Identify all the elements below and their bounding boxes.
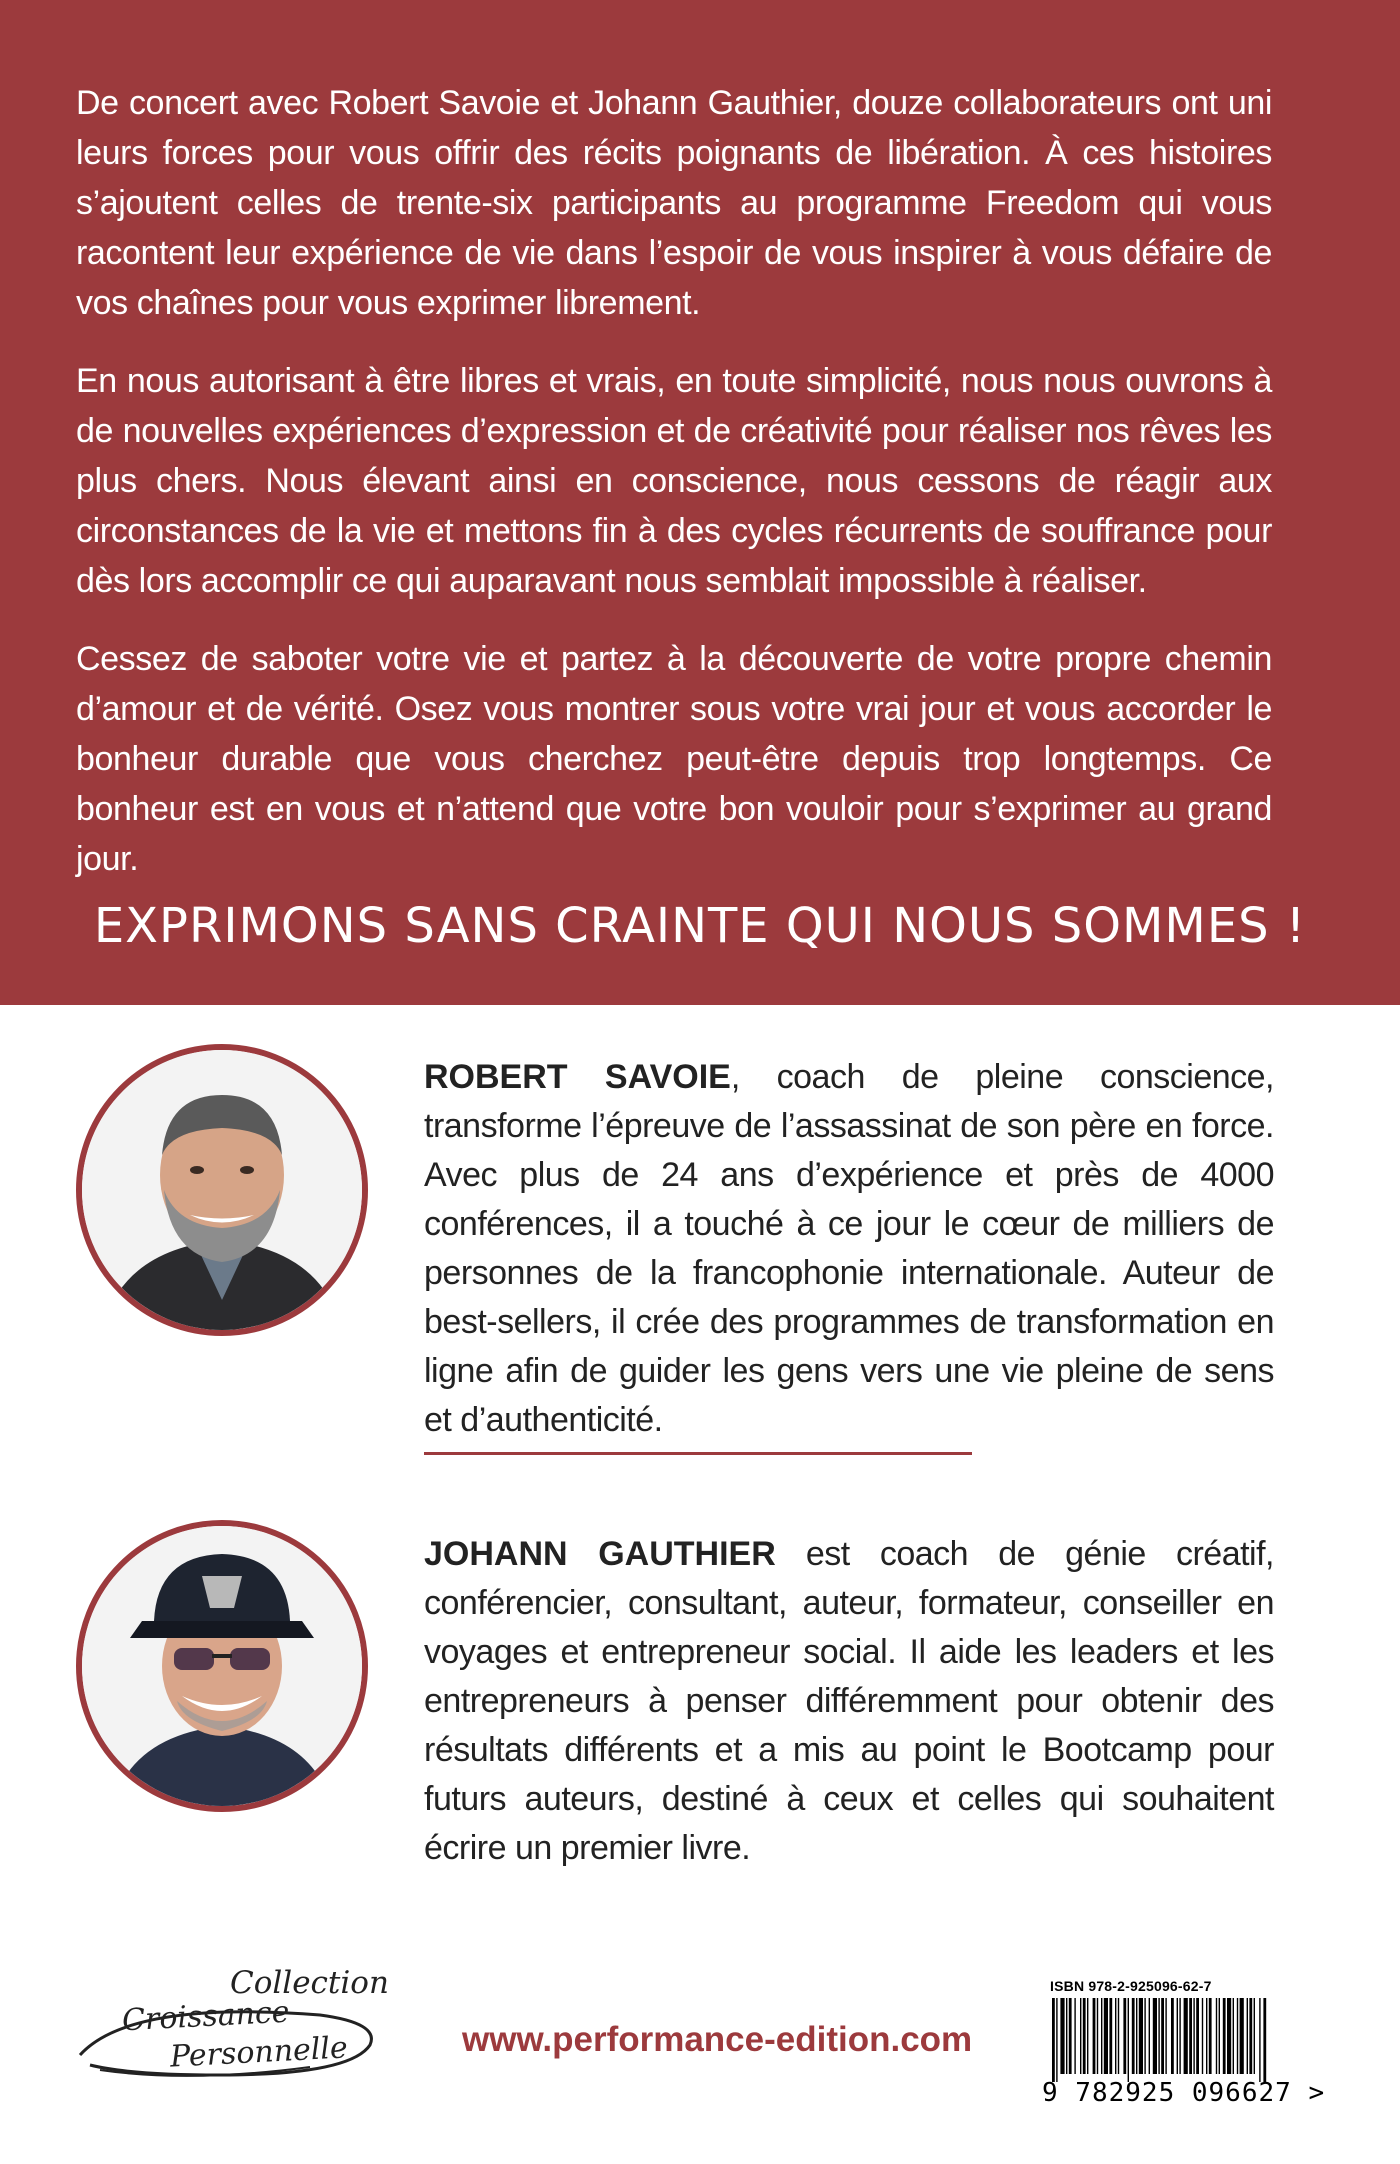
robert-savoie-portrait — [76, 1044, 368, 1336]
barcode-bar — [1052, 1998, 1055, 2082]
barcode-bar — [1237, 1998, 1238, 2074]
barcode-bar — [1206, 1998, 1207, 2074]
barcode-bar — [1060, 1998, 1064, 2074]
barcode-bar — [1158, 1998, 1159, 2074]
man-with-cap-portrait-icon — [82, 1526, 362, 1806]
intro-paragraph-2: En nous autorisant à être libres et vrais, en toute simplicité, nous nous ouvrons à de nouvelles expériences d’expression et de créativité pour réaliser nos rêves les plus chers. Nous élevant ainsi en conscience, nous cessons de réagir aux circonstances de la vie et mettons fin à des cycles récurrents de souffrance pour dès lors accomplir ce qui auparavant nous semblait impossible à réaliser. — [76, 362, 1272, 600]
barcode-bar — [1136, 1998, 1137, 2074]
barcode-bar — [1227, 1998, 1231, 2074]
collection-logo — [70, 1965, 390, 2085]
barcode-bar — [1179, 1998, 1180, 2074]
logo-personnelle-text: Personnelle — [169, 2030, 349, 2075]
author-name: ROBERT SAVOIE — [424, 1058, 731, 1096]
intro-paragraph-3: Cessez de saboter votre vie et partez à la découverte de votre propre chemin d’amour et de vérité. Osez vous montrer sous votre vrai jour et vous accorder le bonheur durable que vous cherchez peut-être depuis trop longtemps. Ce bonheur est en vous et n’attend que votre bon vouloir pour s’exprimer au grand jour. — [76, 640, 1272, 878]
barcode-bar — [1087, 1998, 1088, 2074]
barcode-bar — [1171, 1998, 1174, 2074]
intro-paragraph-1: De concert avec Robert Savoie et Johann Gauthier, douze collaborateurs ont uni leurs forces pour vous offrir des récits poignants de libération. À ces histoires s’ajoutent celles de trente-six participants au programme Freedom qui vous racontent leur expérience de vie dans l’espoir de vous inspirer à vous défaire de vos chaînes pour vous exprimer librement. — [76, 84, 1272, 322]
barcode-bar — [1074, 1998, 1075, 2074]
barcode-bar — [1240, 1998, 1244, 2074]
barcode-bar — [1247, 1998, 1248, 2074]
barcode-bar — [1132, 1998, 1135, 2074]
barcode-bar — [1066, 1998, 1067, 2074]
barcode-bar — [1196, 1998, 1199, 2074]
barcode-bar — [1165, 1998, 1166, 2074]
barcode-bar — [1118, 1998, 1119, 2074]
barcode-bar — [1104, 1998, 1108, 2074]
barcode-bar — [1249, 1998, 1252, 2074]
divider — [424, 1452, 972, 1455]
barcode-icon — [1052, 1998, 1272, 2082]
intro-panel — [0, 0, 1400, 1005]
barcode-bar — [1115, 1998, 1116, 2074]
robert-savoie-bio — [424, 1053, 1274, 1445]
man-portrait-icon — [82, 1050, 362, 1330]
johann-gauthier-portrait — [76, 1520, 368, 1812]
barcode-bar — [1093, 1998, 1096, 2074]
barcode-bar — [1056, 1998, 1057, 2082]
barcode-bar — [1184, 1998, 1188, 2074]
barcode-bar — [1177, 1998, 1178, 2074]
barcode-digits: 9 782925 096627 > — [1042, 2078, 1326, 2108]
author-name: JOHANN GAUTHIER — [424, 1535, 776, 1573]
barcode-bar — [1202, 1998, 1203, 2074]
barcode-bar — [1101, 1998, 1102, 2074]
johann-gauthier-bio — [424, 1530, 1274, 1873]
barcode-bar — [1216, 1998, 1217, 2074]
isbn-label: ISBN 978-2-925096-62-7 — [1050, 1978, 1212, 1994]
barcode-bar — [1254, 1998, 1255, 2074]
barcode-bar — [1069, 1998, 1072, 2074]
barcode-bar — [1193, 1998, 1194, 2074]
logo-collection-text: Collection — [230, 1965, 389, 2001]
barcode-bar — [1233, 1998, 1234, 2074]
barcode-bar — [1080, 1998, 1081, 2074]
barcode-bar — [1128, 1998, 1129, 2082]
barcode-bar — [1097, 1998, 1098, 2074]
tagline: EXPRIMONS SANS CRAINTE QUI NOUS SOMMES ! — [93, 898, 1307, 954]
isbn-barcode — [1042, 1978, 1326, 2118]
barcode-bar — [1083, 1998, 1086, 2074]
barcode-bar — [1259, 1998, 1260, 2082]
logo-croissance-text: Croissance — [121, 1994, 291, 2039]
barcode-bar — [1139, 1998, 1143, 2074]
barcode-bar — [1189, 1998, 1192, 2074]
barcode-bar — [1109, 1998, 1112, 2074]
barcode-bar — [1149, 1998, 1150, 2074]
barcode-bar — [1219, 1998, 1220, 2074]
author-bio-text: , coach de pleine conscience, transforme l’épreuve de l’assassinat de son père en force. Avec plus de 24 ans d’expérience et près de 4000 conférences, il a touché à ce jour le cœur de milliers de personnes de la francophonie internationale. Auteur de best-sellers, il crée des programmes de transformation en ligne afin de guider les gens vers une vie pleine de sens et d’authenticité. — [424, 1058, 1274, 1439]
barcode-bar — [1123, 1998, 1126, 2074]
website-link[interactable]: www.performance-edition.com — [462, 2020, 973, 2059]
barcode-bar — [1223, 1998, 1226, 2074]
barcode-bar — [1209, 1998, 1212, 2074]
author-bio-text: est coach de génie créatif, conférencier, consultant, auteur, formateur, conseiller en voyages et entrepreneur social. Il aide les leaders et les entrepreneurs à penser différemment pour obtenir des résultats différents et a mis au point le Bootcamp pour futurs auteurs, destiné à ceux et celles qui souhaitent écrire un premier livre. — [424, 1535, 1274, 1867]
barcode-bar — [1153, 1998, 1157, 2074]
barcode-bar — [1161, 1998, 1164, 2074]
barcode-bar — [1263, 1998, 1266, 2082]
barcode-bar — [1144, 1998, 1145, 2074]
